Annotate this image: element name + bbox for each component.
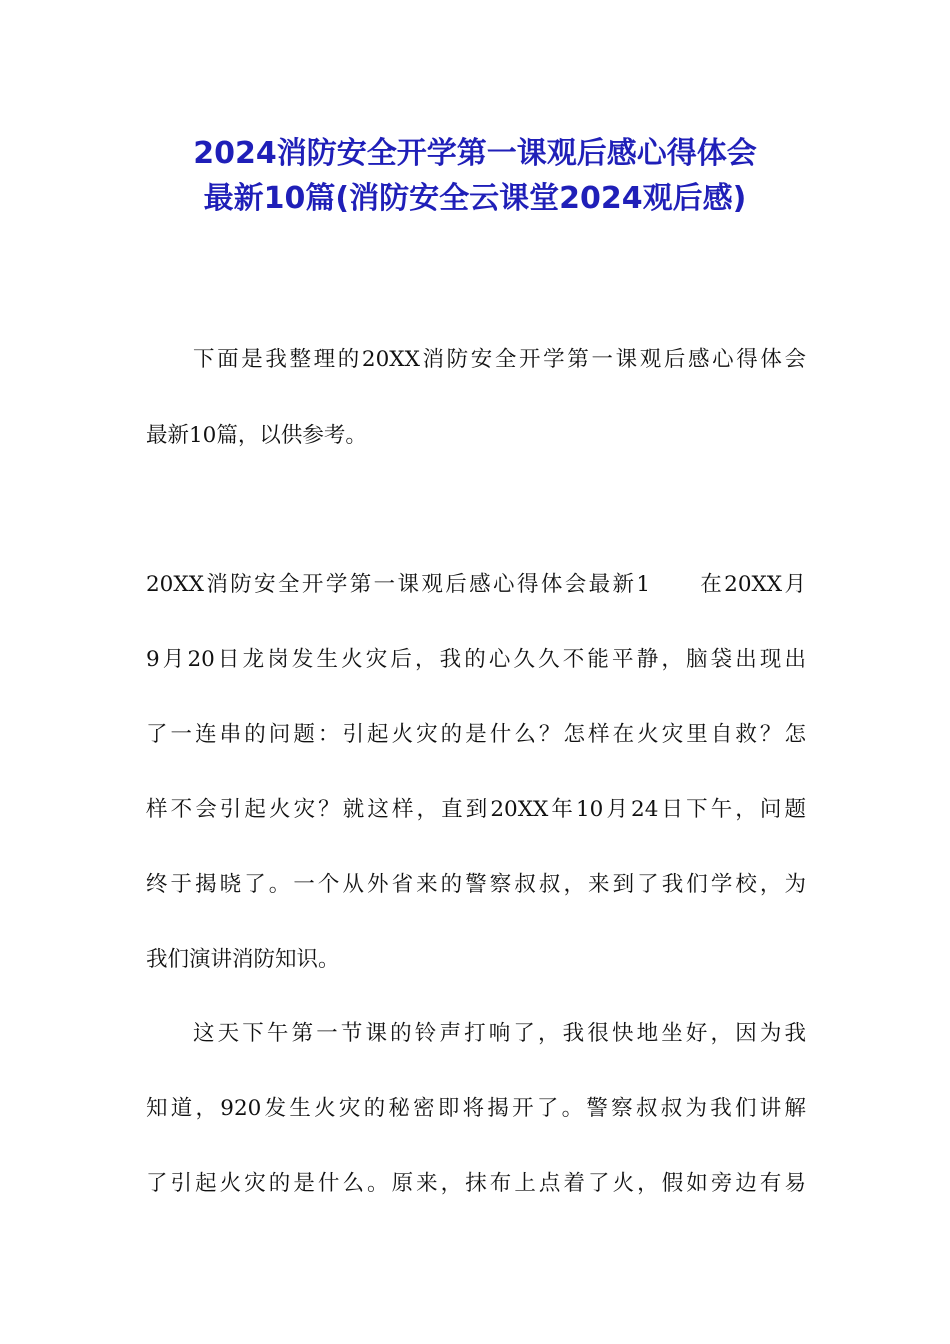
section1-line-4: 样不会引起火灾？就这样，直到20XX年10月24日下午，问题 xyxy=(146,797,806,822)
section1-line-1: 20XX消防安全开学第一课观后感心得体会最新1 在20XX月 xyxy=(146,572,806,597)
intro-line-2: 最新10篇，以供参考。 xyxy=(146,423,367,448)
paragraph2-line-1: 这天下午第一节课的铃声打响了，我很快地坐好，因为我 xyxy=(193,1021,806,1046)
intro-line-1: 下面是我整理的20XX消防安全开学第一课观后感心得体会 xyxy=(193,347,806,372)
paragraph2-line-3: 了引起火灾的是什么。原来，抹布上点着了火，假如旁边有易 xyxy=(146,1171,806,1196)
section1-line-2: 9月20日龙岗发生火灾后，我的心久久不能平静，脑袋出现出 xyxy=(146,647,806,672)
section1-line-3: 了一连串的问题：引起火灾的是什么？怎样在火灾里自救？怎 xyxy=(146,722,806,747)
section1-line-6: 我们演讲消防知识。 xyxy=(146,947,340,972)
document-title-line-2: 最新10篇(消防安全云课堂2024观后感) xyxy=(203,181,747,216)
section1-line-5: 终于揭晓了。一个从外省来的警察叔叔，来到了我们学校，为 xyxy=(146,872,806,897)
document-title-line-1: 2024消防安全开学第一课观后感心得体会 xyxy=(193,136,757,171)
paragraph2-line-2: 知道，920发生火灾的秘密即将揭开了。警察叔叔为我们讲解 xyxy=(146,1096,806,1121)
